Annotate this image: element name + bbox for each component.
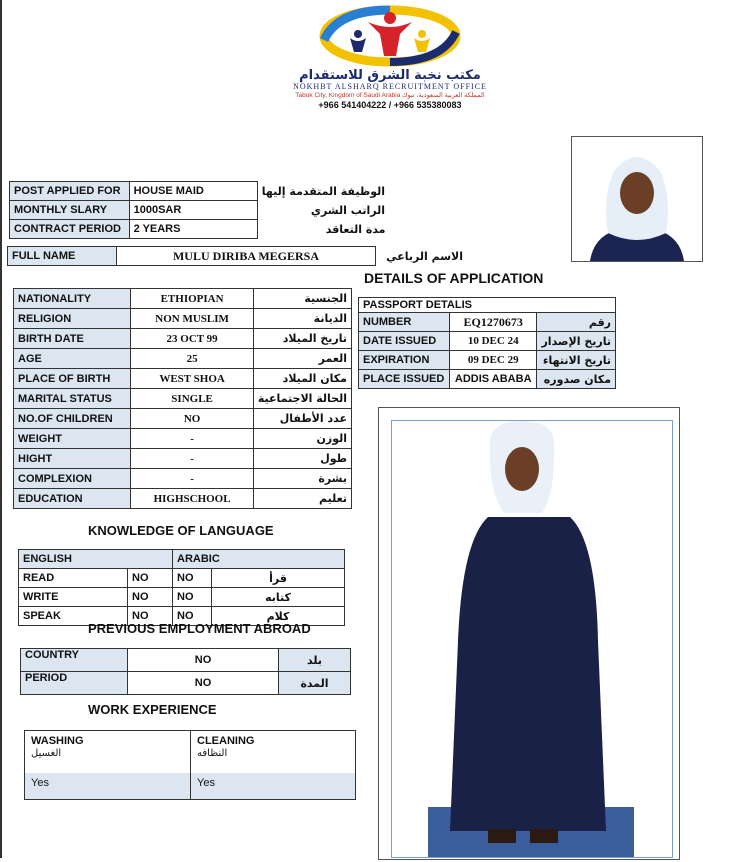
language-row (19, 569, 345, 588)
full-name-table (7, 246, 467, 266)
work-label: WASHING (31, 735, 84, 747)
passport-value: 09 DEC 29 (449, 351, 536, 370)
personal-table (13, 288, 352, 509)
passport-row (359, 313, 616, 332)
passport-label: NUMBER (359, 313, 450, 332)
personal-row (14, 449, 352, 469)
personal-label: EDUCATION (14, 489, 131, 509)
personal-value: 25 (131, 349, 254, 369)
passport-ar-label: مكان صدوره (537, 370, 616, 389)
personal-row (14, 289, 352, 309)
personal-value: 23 OCT 99 (131, 329, 254, 349)
work-value-cell (25, 773, 190, 799)
personal-label: WEIGHT (14, 429, 131, 449)
personal-label: AGE (14, 349, 131, 369)
passport-label: EXPIRATION (359, 351, 450, 370)
personal-value: SINGLE (131, 389, 254, 409)
personal-row (14, 429, 352, 449)
employment-row (21, 649, 351, 672)
personal-value: ETHIOPIAN (131, 289, 254, 309)
work-table (24, 730, 356, 800)
post-row (10, 201, 390, 220)
full-name-row (8, 247, 468, 266)
employment-label: PERIOD (21, 672, 128, 695)
work-value-cell (191, 773, 355, 799)
employment-ar-label: بلد (279, 649, 351, 672)
company-address: Tabuk City, Kingdom of Saudi Arabia المملكة العربية السعودية، تبوك (295, 92, 485, 99)
personal-row (14, 409, 352, 429)
personal-value: NON MUSLIM (131, 309, 254, 329)
personal-label: NATIONALITY (14, 289, 131, 309)
work-item (25, 731, 191, 799)
company-header (240, 4, 540, 108)
personal-ar-label: مكان الميلاد (253, 369, 351, 389)
details-heading: DETAILS OF APPLICATION (364, 270, 544, 286)
passport-ar-label: تاريخ الانتهاء (537, 351, 616, 370)
language-row (19, 588, 345, 607)
employment-table (20, 648, 351, 695)
employment-value: NO (128, 672, 279, 695)
language-label: WRITE (19, 588, 128, 607)
full-name-ar-label: الاسم الرباعي (386, 249, 463, 263)
personal-ar-label: الوزن (253, 429, 351, 449)
language-arabic-value: NO (173, 569, 212, 588)
employment-value: NO (128, 649, 279, 672)
language-english-header: ENGLISH (19, 550, 173, 569)
personal-ar-label: طول (253, 449, 351, 469)
personal-value: - (131, 449, 254, 469)
personal-row (14, 329, 352, 349)
personal-label: NO.OF CHILDREN (14, 409, 131, 429)
page-left-border (0, 0, 2, 858)
passport-value: ADDIS ABABA (449, 370, 536, 389)
language-arabic-value: NO (173, 607, 212, 626)
post-row (10, 182, 390, 201)
personal-label: MARITAL STATUS (14, 389, 131, 409)
post-ar-label: مدة التعاقد (325, 222, 386, 236)
work-value: Yes (197, 777, 215, 789)
work-ar-label: النظافه (197, 748, 228, 759)
personal-ar-label: بشرة (253, 469, 351, 489)
language-label: SPEAK (19, 607, 128, 626)
personal-row (14, 349, 352, 369)
personal-label: HIGHT (14, 449, 131, 469)
passport-row (359, 370, 616, 389)
personal-value: NO (131, 409, 254, 429)
passport-ar-label: رقم (537, 313, 616, 332)
post-label: MONTHLY SLARY (10, 201, 130, 220)
language-table (18, 549, 345, 626)
personal-label: BIRTH DATE (14, 329, 131, 349)
full-body-photo-inner (391, 420, 673, 858)
post-value: 1000SAR (129, 201, 257, 220)
language-english-value: NO (128, 607, 173, 626)
language-english-value: NO (128, 588, 173, 607)
personal-label: PLACE OF BIRTH (14, 369, 131, 389)
full-body-photo (378, 407, 680, 860)
work-heading: WORK EXPERIENCE (88, 702, 217, 717)
passport-row (359, 351, 616, 370)
personal-ar-label: العمر (253, 349, 351, 369)
personal-ar-label: تاريخ الميلاد (253, 329, 351, 349)
personal-row (14, 469, 352, 489)
employment-heading: PREVIOUS EMPLOYMENT ABROAD (88, 621, 311, 636)
personal-value: WEST SHOA (131, 369, 254, 389)
employment-label: COUNTRY (21, 649, 128, 672)
language-arabic-header: ARABIC (173, 550, 345, 569)
passport-table (358, 297, 616, 389)
post-ar-label: الوظيفة المتقدمة إليها (261, 184, 385, 198)
passport-value: 10 DEC 24 (449, 332, 536, 351)
post-label: POST APPLIED FOR (10, 182, 130, 201)
portrait-photo-icon (572, 137, 702, 261)
personal-value: - (131, 429, 254, 449)
passport-label: DATE ISSUED (359, 332, 450, 351)
company-arabic-name: مكتب نخبة الشرق للاستقدام (299, 68, 481, 83)
passport-title: PASSPORT DETALIS (359, 298, 616, 313)
passport-value: EQ1270673 (449, 313, 536, 332)
company-logo-icon (308, 4, 472, 70)
personal-ar-label: الديانة (253, 309, 351, 329)
passport-ar-label: تاريخ الإصدار (537, 332, 616, 351)
employment-row (21, 672, 351, 695)
portrait-photo (571, 136, 703, 262)
company-phones: +966 541404222 / +966 535380083 (318, 100, 462, 110)
personal-row (14, 309, 352, 329)
personal-row (14, 389, 352, 409)
passport-title-row (359, 298, 616, 313)
full-name-value: MULU DIRIBA MEGERSA (117, 247, 376, 266)
work-value: Yes (31, 777, 49, 789)
full-body-photo-icon (392, 421, 672, 857)
company-english-name: NOKHBT ALSHARQ RECRUITMENT OFFICE (293, 82, 487, 91)
language-heading: KNOWLEDGE OF LANGUAGE (88, 523, 274, 538)
personal-ar-label: الجنسية (253, 289, 351, 309)
post-ar-label: الراتب الشري (310, 203, 385, 217)
language-ar-label: قرأ (212, 569, 345, 588)
language-ar-label: كتابه (212, 588, 345, 607)
post-value: HOUSE MAID (129, 182, 257, 201)
language-arabic-value: NO (173, 588, 212, 607)
personal-row (14, 369, 352, 389)
employment-ar-label: المدة (279, 672, 351, 695)
work-ar-label: الغسيل (31, 748, 62, 759)
personal-ar-label: عدد الأطفال (253, 409, 351, 429)
post-label: CONTRACT PERIOD (10, 220, 130, 239)
personal-value: HIGHSCHOOL (131, 489, 254, 509)
personal-ar-label: تعليم (253, 489, 351, 509)
work-label: CLEANING (197, 735, 255, 747)
full-name-label: FULL NAME (8, 247, 117, 266)
language-header-row (19, 550, 345, 569)
personal-value: - (131, 469, 254, 489)
personal-label: COMPLEXION (14, 469, 131, 489)
passport-row (359, 332, 616, 351)
post-row (10, 220, 390, 239)
post-table (9, 181, 390, 239)
language-label: READ (19, 569, 128, 588)
language-english-value: NO (128, 569, 173, 588)
post-value: 2 YEARS (129, 220, 257, 239)
passport-label: PLACE ISSUED (359, 370, 450, 389)
personal-row (14, 489, 352, 509)
personal-ar-label: الحالة الاجتماعية (253, 389, 351, 409)
language-ar-label: كلام (212, 607, 345, 626)
work-item (191, 731, 355, 799)
personal-label: RELIGION (14, 309, 131, 329)
